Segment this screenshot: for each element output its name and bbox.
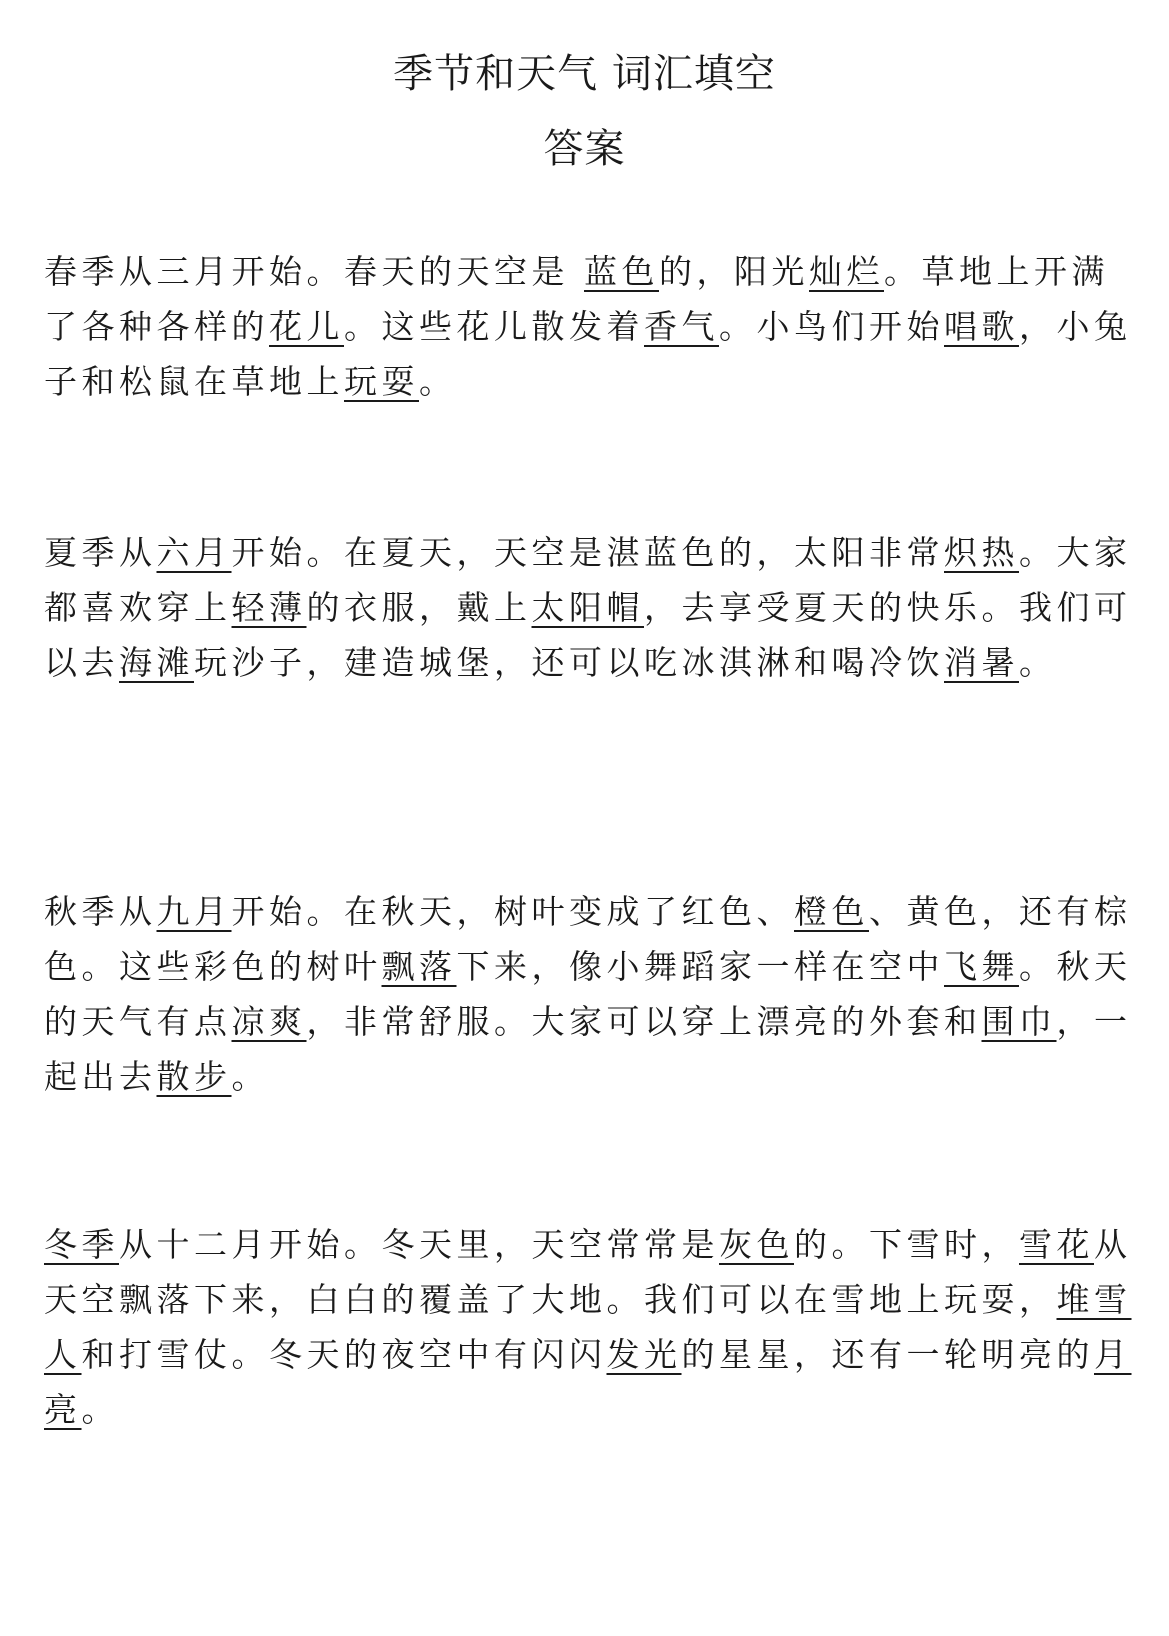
answer-word: 太阳帽: [531, 588, 644, 627]
paragraph-text: 。: [419, 362, 457, 401]
answer-word: 飘落: [381, 947, 457, 986]
answer-word: 消暑: [944, 643, 1019, 682]
answer-word: 六月: [156, 533, 232, 572]
answer-word: 凉爽: [231, 1002, 307, 1041]
paragraph-text: 开始。在夏天，天空是湛蓝色的，太阳非常: [231, 533, 944, 572]
paragraph-text: ，小兔子和松鼠在草地上: [44, 307, 1132, 401]
paragraph-text: 的星星，还有一轮明亮的: [681, 1335, 1094, 1374]
paragraph-text: ，去享受夏天的快乐。我们可以去: [44, 588, 1132, 682]
paragraph-spring: [44, 244, 1134, 409]
paragraph-text: 从天空飘落下来，白白的覆盖了大地。我们可以在雪地上玩耍，: [44, 1225, 1132, 1319]
answer-word: 蓝色: [584, 252, 659, 291]
answer-word: 发光: [606, 1335, 682, 1374]
answer-word: 橙色: [794, 892, 869, 931]
paragraph-summer: [44, 525, 1134, 690]
paragraph-text: 玩沙子，建造城堡，还可以吃冰淇淋和喝冷饮: [194, 643, 944, 682]
answer-word: 雪花: [1019, 1225, 1094, 1264]
paragraph-text: ，非常舒服。大家可以穿上漂亮的外套和: [306, 1002, 982, 1041]
answer-word: 堆雪人: [44, 1280, 1132, 1374]
paragraph-text: 秋季从: [44, 892, 157, 931]
paragraph-text: 。秋天的天气有点: [44, 947, 1132, 1041]
paragraph-text: 夏季从: [44, 533, 157, 572]
answer-word: 围巾: [981, 1002, 1057, 1041]
answer-word: 海滩: [119, 643, 194, 682]
paragraph-text: 。大家都喜欢穿上: [44, 533, 1132, 627]
answer-word: 花儿: [269, 307, 344, 346]
answer-word: 散步: [156, 1057, 232, 1096]
answer-word: 冬季: [44, 1225, 119, 1264]
paragraph-autumn: [44, 884, 1134, 1104]
paragraph-text: 的衣服，戴上: [306, 588, 532, 627]
answer-word: 灿烂: [809, 252, 884, 291]
paragraph-text: ，一起出去: [44, 1002, 1132, 1096]
answer-word: 炽热: [944, 533, 1019, 572]
paragraph-text: 。草地上开满了各种各样的: [44, 252, 1109, 346]
page-title: 季节和天气 词汇填空: [393, 51, 776, 97]
paragraph-text: 。小鸟们开始: [719, 307, 944, 346]
answer-word: 灰色: [719, 1225, 794, 1264]
answer-word: 月亮: [44, 1335, 1132, 1429]
paragraph-text: 。: [1019, 643, 1057, 682]
paragraph-text: 。: [231, 1057, 269, 1096]
answer-word: 轻薄: [231, 588, 307, 627]
page-subtitle: 答案: [543, 126, 626, 172]
paragraph-text: 的。下雪时，: [794, 1225, 1019, 1264]
answer-word: 九月: [156, 892, 232, 931]
answer-word: 飞舞: [944, 947, 1019, 986]
paragraph-text: 、黄色，还有棕色。这些彩色的树叶: [44, 892, 1132, 986]
paragraph-text: 。: [81, 1390, 119, 1429]
answer-word: 唱歌: [944, 307, 1019, 346]
paragraph-text: 春季从三月开始。春天的天空是: [44, 252, 584, 291]
paragraph-text: 下来，像小舞蹈家一样在空中: [456, 947, 944, 986]
paragraph-text: 的，阳光: [659, 252, 809, 291]
paragraph-winter: [44, 1217, 1134, 1437]
paragraph-text: 开始。在秋天，树叶变成了红色、: [231, 892, 794, 931]
answer-word: 香气: [644, 307, 719, 346]
answer-word: 玩耍: [344, 362, 419, 401]
paragraph-text: 和打雪仗。冬天的夜空中有闪闪: [81, 1335, 607, 1374]
paragraph-text: 。这些花儿散发着: [344, 307, 644, 346]
paragraph-text: 从十二月开始。冬天里，天空常常是: [119, 1225, 719, 1264]
